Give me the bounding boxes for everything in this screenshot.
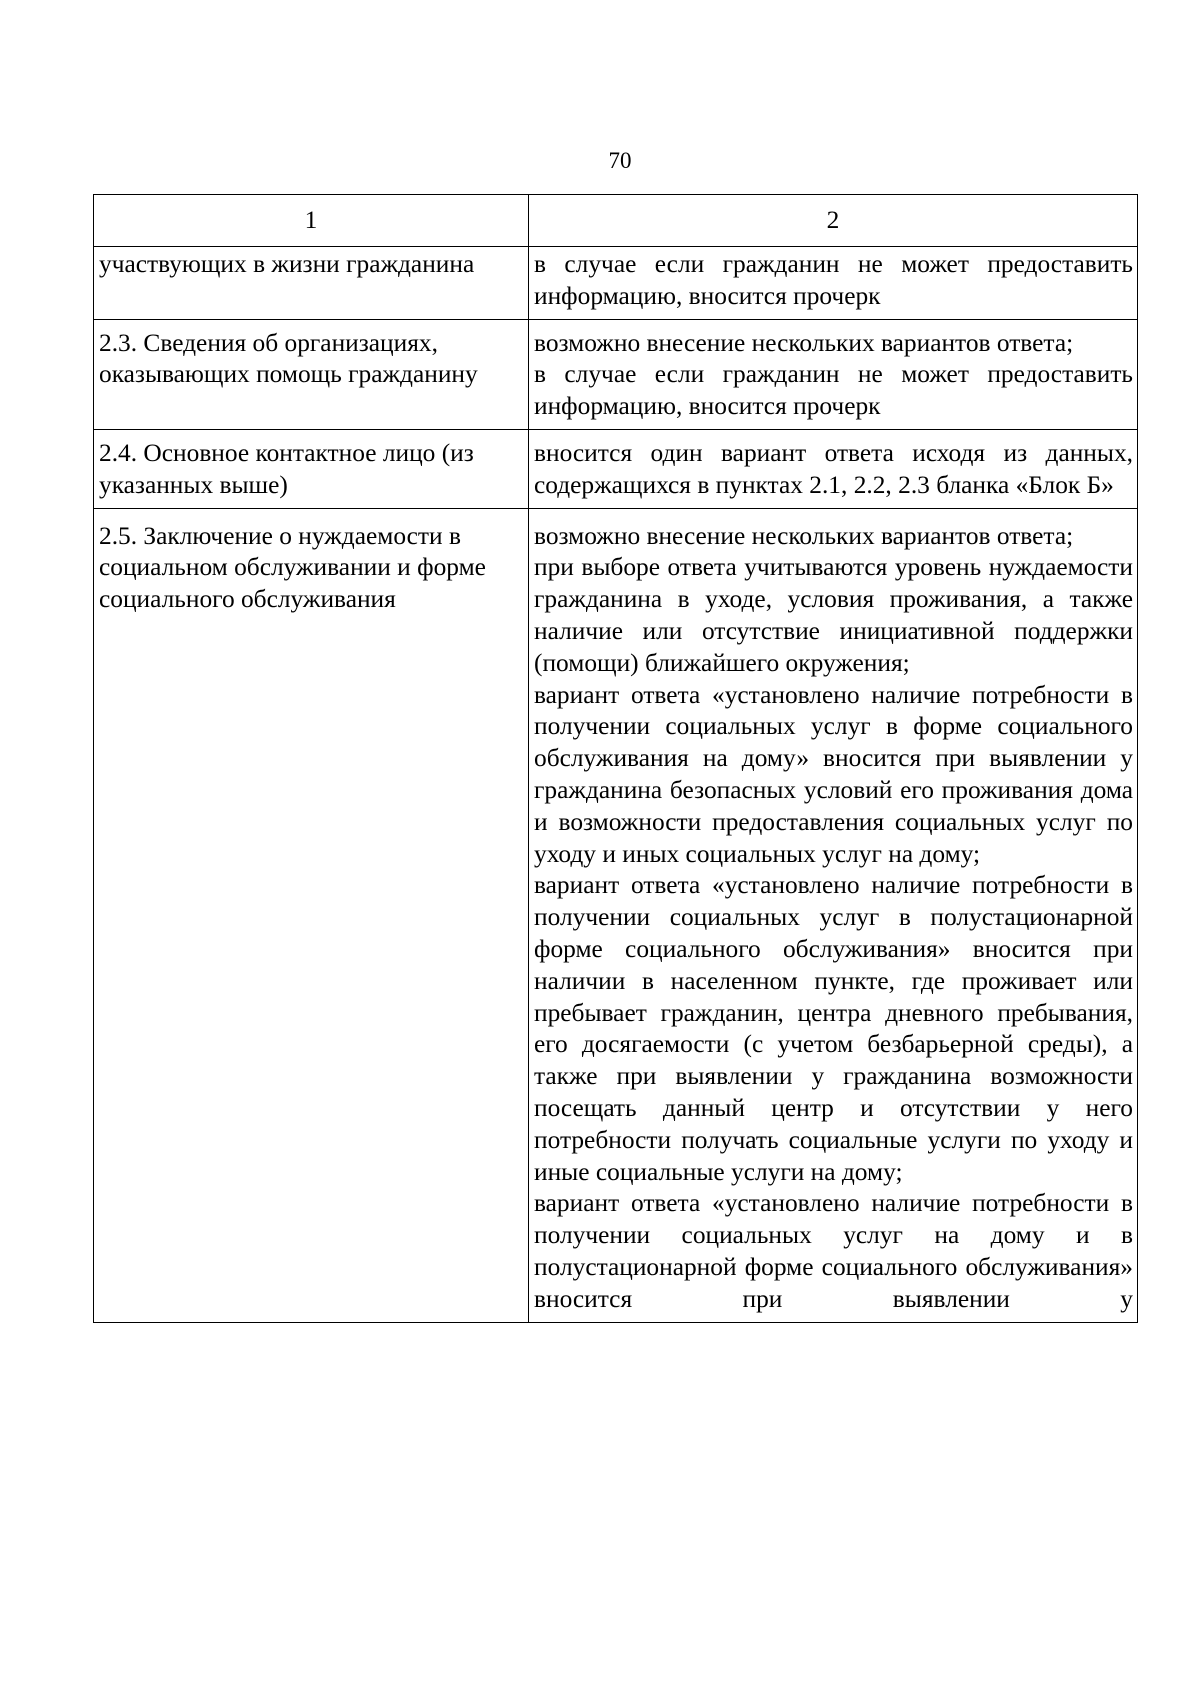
document-table — [93, 194, 1138, 1323]
row-label: 2.5. Заключение о нуждаемости в социальном обслуживании и форме социального обслуживания — [94, 508, 529, 1322]
table-header-row — [94, 195, 1138, 247]
row-label: 2.4. Основное контактное лицо (из указанных выше) — [94, 429, 529, 508]
description-paragraph: возможно внесение нескольких вариантов ответа; — [534, 521, 1074, 550]
page-number: 70 — [608, 148, 632, 173]
row-description — [529, 508, 1138, 1322]
column-header-1: 1 — [94, 195, 529, 247]
table-row — [94, 247, 1138, 320]
column-header-2: 2 — [529, 195, 1138, 247]
description-paragraph: вариант ответа «установлено наличие потребности в получении социальных услуг на дому и в полустационарной форме социального обслуживания» вносится при выявлении у — [534, 1189, 1133, 1313]
row-description — [529, 247, 1138, 320]
row-label: участвующих в жизни гражданина — [94, 247, 529, 320]
row-label: 2.3. Сведения об организациях, оказывающих помощь гражданину — [94, 319, 529, 429]
description-paragraph: в случае если гражданин не может предоставить информацию, вносится прочерк — [534, 250, 1133, 310]
table-row — [94, 508, 1138, 1322]
row-description — [529, 429, 1138, 508]
description-paragraph: в случае если гражданин не может предоставить информацию, вносится прочерк — [534, 360, 1133, 421]
description-paragraph: вносится один вариант ответа исходя из данных, содержащихся в пунктах 2.1, 2.2, 2.3 бланка «Блок Б» — [534, 438, 1133, 499]
description-paragraph: при выборе ответа учитываются уровень нуждаемости гражданина в уходе, условия проживания, а также наличие или отсутствие инициативной поддержки (помощи) ближайшего окружения; — [534, 553, 1133, 677]
description-paragraph: вариант ответа «установлено наличие потребности в получении социальных услуг в форме социального обслуживания на дому» вносится при выявлении у гражданина безопасных условий его проживания дома и возможности предоставления социальных услуг по уходу и иных социальных услуг на дому; — [534, 680, 1133, 868]
description-paragraph: вариант ответа «установлено наличие потребности в получении социальных услуг в полустационарной форме социального обслуживания» вносится при наличии в населенном пункте, где проживает или пребывает гражданин, центра дневного пребывания, его досягаемости (с учетом безбарьерной среды), а также при выявлении у гражданина возможности посещать данный центр и отсутствии у него потребности получать социальные услуги по уходу и иные социальные услуги на дому; — [534, 871, 1133, 1186]
description-paragraph: возможно внесение нескольких вариантов ответа; — [534, 328, 1074, 357]
table-row — [94, 429, 1138, 508]
row-description — [529, 319, 1138, 429]
table-row — [94, 319, 1138, 429]
